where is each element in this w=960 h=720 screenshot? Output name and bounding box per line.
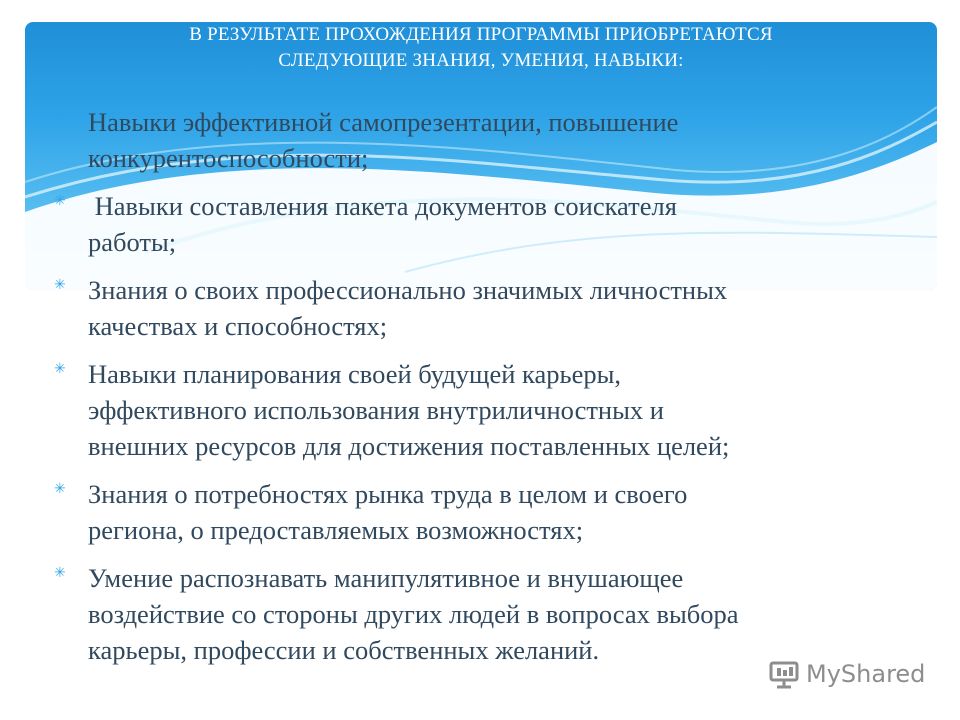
list-item-text: Навыки планирования своей будущей карьеры, <box>88 359 622 389</box>
list-item-text: воздействие со стороны других людей в вопросах выбора <box>88 599 739 629</box>
asterisk-bullet-icon: ✳ <box>54 110 66 125</box>
list-item-text: внешних ресурсов для достижения поставленных целей; <box>88 431 730 461</box>
asterisk-bullet-icon: ✳ <box>54 566 66 581</box>
list-item-text: Навыки составления пакета документов соискателя <box>88 191 677 221</box>
list-item-text: работы; <box>88 227 177 257</box>
list-item-text: карьеры, профессии и собственных желаний. <box>88 635 600 665</box>
list-item <box>54 476 914 548</box>
slide-title-line-1: В РЕЗУЛЬТАТЕ ПРОХОЖДЕНИЯ ПРОГРАММЫ ПРИОБРЕТАЮТСЯ <box>189 24 773 45</box>
watermark <box>768 656 925 692</box>
list-item-text: Умение распознавать манипулятивное и внушающее <box>88 563 684 593</box>
watermark-text: MyShared <box>806 660 926 688</box>
list-item <box>54 560 914 668</box>
list-item-text: Навыки эффективной самопрезентации, повышение <box>88 107 679 137</box>
presentation-board-icon <box>768 659 800 689</box>
bullet-list <box>54 104 914 680</box>
slide-title-line-2: СЛЕДУЮЩИЕ ЗНАНИЯ, УМЕНИЯ, НАВЫКИ: <box>278 50 684 71</box>
asterisk-bullet-icon: ✳ <box>54 482 66 497</box>
asterisk-bullet-icon: ✳ <box>54 194 66 209</box>
asterisk-bullet-icon: ✳ <box>54 362 66 377</box>
list-item <box>54 272 914 344</box>
slide-title <box>25 22 937 74</box>
list-item <box>54 104 914 176</box>
list-item-text: Знания о своих профессионально значимых личностных <box>88 275 728 305</box>
list-item <box>54 188 914 260</box>
list-item-text: региона, о предоставляемых возможностях; <box>88 515 584 545</box>
list-item-text: эффективного использования внутриличностных и <box>88 395 664 425</box>
asterisk-bullet-icon: ✳ <box>54 278 66 293</box>
list-item-text: качествах и способностях; <box>88 311 388 341</box>
list-item <box>54 356 914 464</box>
list-item-text: конкурентоспособности; <box>88 143 369 173</box>
list-item-text: Знания о потребностях рынка труда в целом и своего <box>88 479 688 509</box>
